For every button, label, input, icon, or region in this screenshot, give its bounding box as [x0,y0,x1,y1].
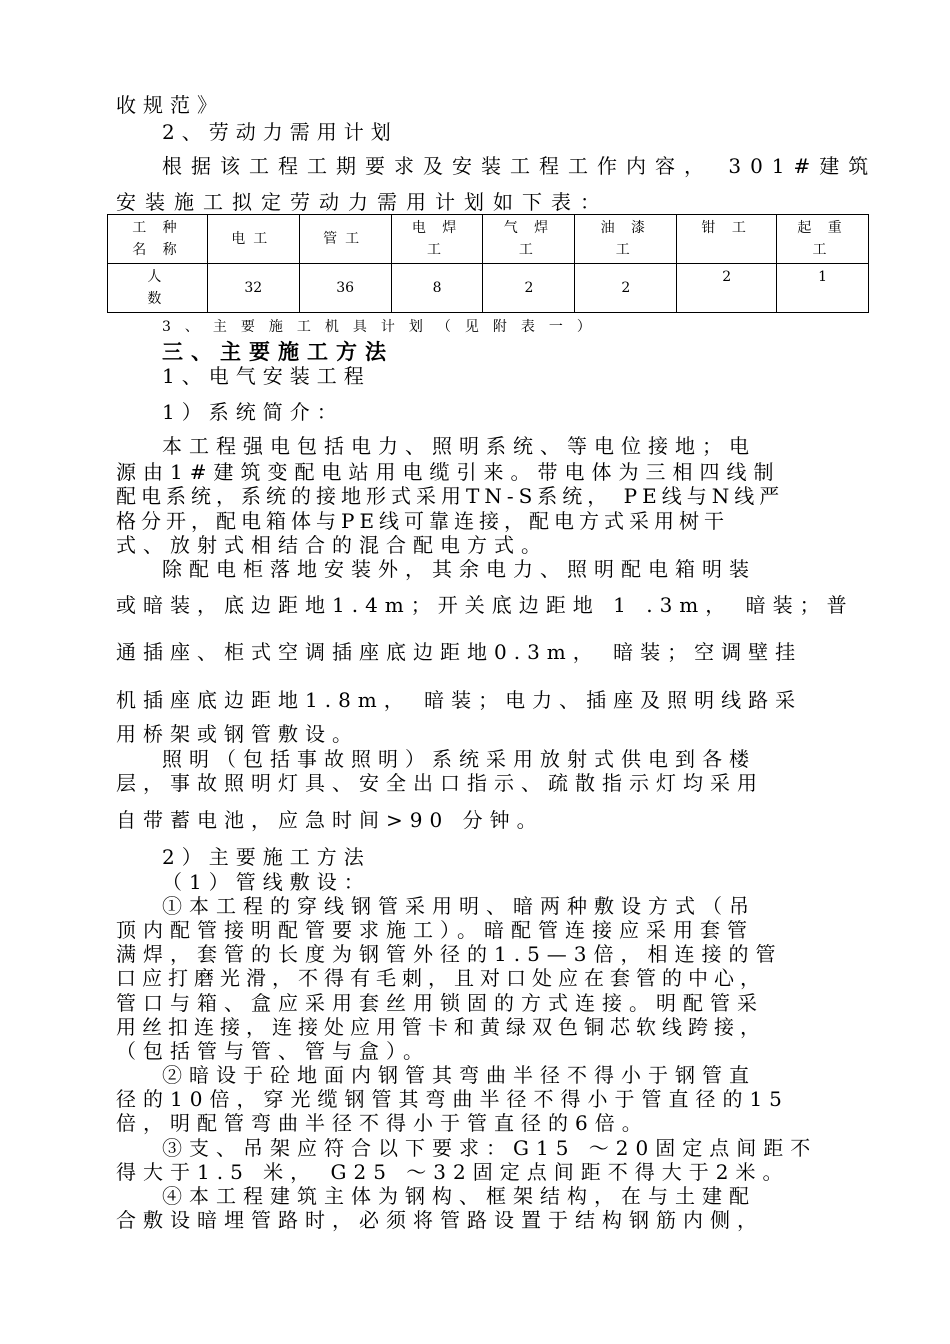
table-cell: 36 [299,264,391,313]
paragraph-line: 得大于1.5 米， G25 ～32固定点间距不得大于2米。 [116,1160,790,1184]
table-header-row [108,215,869,264]
paragraph-line: 配电系统，系统的接地形式采用TN-S系统， PE线与N线严 [116,484,785,508]
paragraph-line: 安装施工拟定劳动力需用计划如下表： [116,190,609,214]
section-heading-equipment: 3、主要施工机具计划（见附表一） [162,319,605,335]
paragraph-line: 径的10倍，穿光缆钢管其弯曲半径不得小于管直径的15 [116,1087,789,1111]
paragraph-line: ①本工程的穿线钢管采用明、暗两种敷设方式（吊 [162,894,756,918]
labor-plan-table [107,214,869,313]
paragraph-line: 口应打磨光滑，不得有毛刺，且对口处应在套管的中心， [116,966,766,990]
paragraph-line: ②暗设于砼地面内钢管其弯曲半径不得小于钢管直 [162,1063,756,1087]
paragraph-line: 根据该工程工期要求及安装工程工作内容， 301#建筑 [162,154,878,178]
table-header-cell: 钳 工 [677,215,777,264]
table-row [108,264,869,313]
paragraph-line: ③支、吊架应符合以下要求：G15 ～20固定点间距不 [162,1136,818,1160]
table-header-cell: 工 种 名 称 [108,215,208,264]
section-heading: 1、电气安装工程 [162,364,371,388]
line-1: 收规范》 [116,93,224,117]
paragraph-line: 层，事故照明灯具、安全出口指示、疏散指示灯均采用 [116,771,764,795]
paragraph-line: 机插座底边距地1.8m， 暗装；电力、插座及照明线路采 [116,688,803,712]
paragraph-line: 本工程强电包括电力、照明系统、等电位接地；电 [162,434,756,458]
table-header-cell: 气 焊 工 [483,215,575,264]
table-header-cell: 油 漆 工 [575,215,677,264]
paragraph-line: 自带蓄电池，应急时间>90 分钟。 [116,808,544,832]
subsection-heading: 1）系统简介： [162,400,344,424]
paragraph-line: 用桥架或钢管敷设。 [116,722,359,746]
paragraph-line: 除配电柜落地安装外，其余电力、照明配电箱明装 [162,557,756,581]
paragraph-line: 照明（包括事故照明）系统采用放射式供电到各楼 [162,747,756,771]
table-cell: 2 [575,264,677,313]
paragraph-line: 通插座、柜式空调插座底边距地0.3m， 暗装；空调壁挂 [116,640,803,664]
table-cell: 2 [677,264,777,313]
section-heading-labor: 2、劳动力需用计划 [162,120,398,144]
paragraph-line: 满焊，套管的长度为钢管外径的1.5—3倍，相连接的管 [116,942,783,966]
subsection-heading: 2）主要施工方法 [162,845,371,869]
table-header-cell: 电工 [207,215,299,264]
subsection-heading: （1）管线敷设： [162,870,371,894]
paragraph-line: 管口与箱、盒应采用套丝用锁固的方式连接。明配管采 [116,991,764,1015]
paragraph-line: 倍，明配管弯曲半径不得小于管直径的6倍。 [116,1111,649,1135]
table-header-cell: 管工 [299,215,391,264]
paragraph-line: 式、放射式相结合的混合配电方式。 [116,533,548,557]
paragraph-line: 用丝扣连接，连接处应用管卡和黄绿双色铜芯软线跨接， [116,1015,766,1039]
paragraph-line: ④本工程建筑主体为钢构、框架结构，在与土建配 [162,1184,756,1208]
paragraph-line: 源由1#建筑变配电站用电缆引来。带电体为三相四线制 [116,460,781,484]
table-header-cell: 起 重 工 [777,215,869,264]
paragraph-line: （包括管与管、管与盒）。 [116,1039,430,1063]
table-cell: 1 [777,264,869,313]
chapter-heading: 三、主要施工方法 [162,339,394,364]
paragraph-line: 或暗装，底边距地1.4m；开关底边距地 1 .3m， 暗装；普 [116,593,854,617]
table-header-cell: 电 焊 工 [391,215,483,264]
paragraph-line: 格分开，配电箱体与PE线可靠连接，配电方式采用树干 [116,509,730,533]
table-cell: 8 [391,264,483,313]
paragraph-line: 合敷设暗埋管路时，必须将管路设置于结构钢筋内侧， [116,1208,764,1232]
paragraph-line: 顶内配管接明配管要求施工）。暗配管连接应采用套管 [116,918,754,942]
table-cell: 人 数 [108,264,208,313]
table-cell: 2 [483,264,575,313]
table-cell: 32 [207,264,299,313]
